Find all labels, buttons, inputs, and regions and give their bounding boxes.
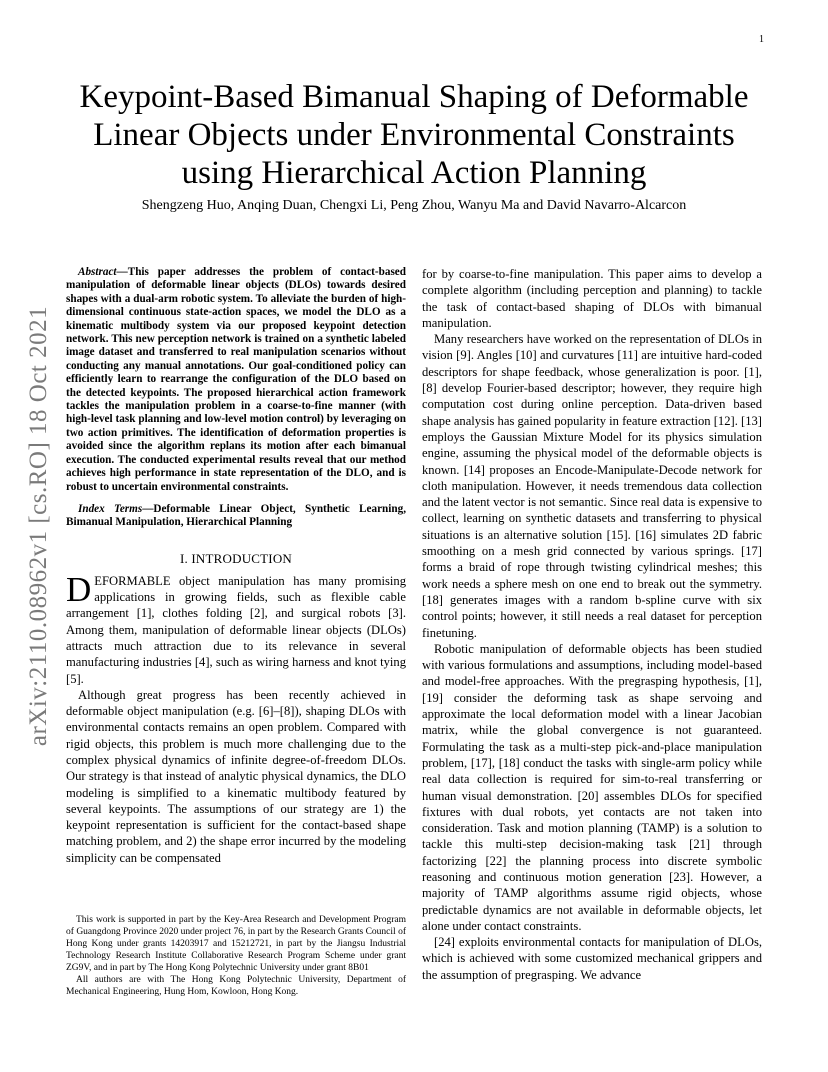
- body-paragraph: Robotic manipulation of deformable objects has been studied with various formulations and assumptions, including model-based and model-free approaches. With the pregrasping hypothesis, [1], [19] consider the deforming task as shape servoing and approximate the local deformation model with a linear Jacobian matrix, while the global convergence is not guaranteed. Formulating the task as a multi-step pick-and-place manipulation problem, [17], [18] conduct the tasks with single-arm policy while real data collection is required for sim-to-real transferring or human visual demonstration. [20] assembles DLOs for specified fixtures with dual robots, yet contacts are not taken into consideration. Task and motion planning (TAMP) is a solution to tackle this multi-step decision-making task [21] through factorizing [22] the planning process into discrete symbolic reasoning and continuous motion generation [23]. However, a majority of TAMP algorithms assume rigid objects, whose predictable dynamics are not available in deformable objects, let alone under contact constraints.: [422, 641, 762, 933]
- body-paragraph: for by coarse-to-fine manipulation. This paper aims to develop a complete algorithm (including perception and planning) to tackle the task of contact-based shaping of DLOs with bimanual manipulation.: [422, 267, 762, 330]
- index-terms-label: Index Terms: [78, 502, 143, 515]
- section-heading: I. INTRODUCTION: [179, 550, 293, 566]
- affiliation-footnote: All authors are with The Hong Kong Polytechnic University, Department of Mechanical Engineering, Hung Hom, Kowloon, Hong Kong.: [66, 975, 406, 997]
- body-paragraph: [24] exploits environmental contacts for manipulation of DLOs, which is achieved with some customized mechanical grippers and the assumption of pregrasping. We advance: [422, 935, 762, 982]
- arxiv-stamp: [16, 286, 62, 766]
- intro-paragraph: Although great progress has been recently achieved in deformable object manipulation (e.g. [6]–[8]), shaping DLOs with environmental contacts remains an open problem. Compared with rigid objects, this problem is much more challenging due to the complex physical dynamics of infinite degree-of-freedom DLOs. Our strategy is that instead of analytic physical dynamics, the DLO modeling is simplified to a kinematic multibody featured by several keypoints. The assumptions of our strategy are 1) the keypoint representation is sufficient for the contact-based shape matching problem, and 2) the shape error incurred by the modeling simplicity can be compensated: [66, 687, 406, 865]
- body-paragraph: Many researchers have worked on the representation of DLOs in vision [9]. Angles [10] and curvatures [11] are intuitive hard-coded descriptors for shape feedback, whose generalization is poor. [1], [8] develop Fourier-based descriptor; however, they require high computation cost during online perception. Data-driven based shape analysis has gained popularity in feature extraction [12]. [13] employs the Gaussian Mixture Model for its physics simulation engine, assuming the physical model of the deformable objects is known. [14] proposes an Encode-Manipulate-Decode network for cloth manipulation. However, it needs tremendous data collection and the latent vector is not semantic. Since real data is expensive to collect, learning on synthetic datasets and transferring to physical situations is an alternative solution [15]. [16] simulates 2D fabric smoothing on a mesh grid connected by various springs. [17] forms a braid of rope through twisting cylindrical meshes; this work needs a sphere mesh on one end to break out the symmetry. [18] generates images with a random b-spline curve with six control points; however, it still needs a real dataset for perception finetuning.: [422, 332, 762, 640]
- page-number: 1: [759, 34, 764, 45]
- abstract-text: —This paper addresses the problem of contact-based manipulation of deformable linear objects (DLOs) towards desired shapes with a dual-arm robotic system. To alleviate the burden of high-dimensional continuous state-action spaces, we model the DLO as a kinematic multibody system via our proposed keypoint detection network. This new perception network is trained on a synthetic labeled image dataset and transferred to real manipulation scenarios without conducting any manual annotations. Our goal-conditioned policy can efficiently learn to rearrange the configuration of the DLO based on the detected keypoints. The proposed hierarchical action framework tackles the manipulation problem in a coarse-to-fine manner (with high-level task planning and low-level motion control) by leveraging on two action primitives. The identification of deformation properties is avoided since the algorithm replans its motion after each bimanual execution. The conducted experimental results reveal that our method achieves high performance in state representation of the DLO, and is robust to uncertain environmental constraints.: [66, 266, 406, 493]
- drop-cap: D: [66, 569, 92, 609]
- left-column: [66, 266, 406, 866]
- index-terms-text: —Deformable Linear Object, Synthetic Learning, Bimanual Manipulation, Hierarchical Planning: [66, 502, 406, 529]
- title-line: Keypoint-Based Bimanual Shaping of Deformable: [79, 79, 749, 115]
- title-line: Linear Objects under Environmental Constraints: [93, 117, 735, 153]
- author-list: Shengzeng Huo, Anqing Duan, Chengxi Li, Peng Zhou, Wanyu Ma and David Navarro-Alcarcon: [141, 198, 687, 213]
- paper-title: [64, 78, 764, 192]
- footnotes: [66, 914, 406, 998]
- right-column: [422, 266, 762, 983]
- intro-paragraph-text: EFORMABLE object manipulation has many promising applications in growing fields, such as flexible cable arrangement [1], clothes folding [2], and surgical robots [3]. Among them, manipulation of deformable linear objects (DLOs) attracts much attraction due to its relevance in several manufacturing industries [4], such as wiring harness and knot tying [5].: [66, 573, 406, 686]
- title-line: using Hierarchical Action Planning: [181, 155, 647, 191]
- arxiv-stamp-text: arXiv:2110.08962v1 [cs.RO] 18 Oct 2021: [25, 305, 52, 747]
- funding-footnote: This work is supported in part by the Key-Area Research and Development Program of Guangdong Province 2020 under project 76, in part by the Research Grants Council of Hong Kong under grants 14203917 and 15212721, in part by the Jiangsu Industrial Technology Research Institute Collaborative Research Program Scheme under grant ZG9V, and in part by The Hong Kong Polytechnic University under grant 8B01: [66, 915, 406, 973]
- index-terms: [66, 503, 406, 530]
- abstract: [66, 266, 406, 494]
- abstract-label: Abstract: [78, 266, 117, 278]
- intro-paragraph: [66, 569, 406, 687]
